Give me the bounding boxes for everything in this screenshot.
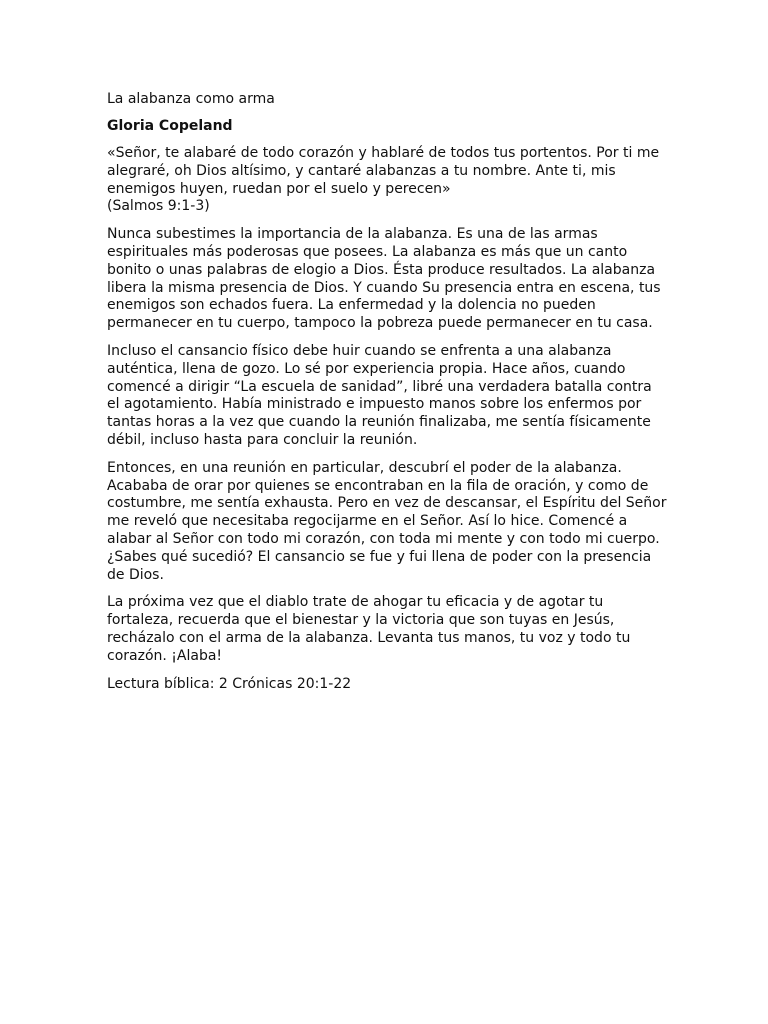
- document-title: La alabanza como arma: [107, 91, 275, 107]
- quote-paragraph: «Señor, te alabaré de todo corazón y hablaré de todos tus portentos. Por ti me alegraré, oh Dios altísimo, y cantaré alabanzas a tu nombre. Ante ti, mis enemigos huyen, ruedan por el suelo y perecen» (Salmos 9:1-3): [107, 145, 660, 215]
- body-paragraph: La próxima vez que el diablo trate de ahogar tu eficacia y de agotar tu fortaleza, recuerda que el bienestar y la victoria que son tuyas en Jesús, recházalo con el arma de la alabanza. Levanta tus manos, tu voz y todo tu corazón. ¡Alaba!: [107, 594, 631, 664]
- body-paragraph: Entonces, en una reunión en particular, descubrí el poder de la alabanza. Acababa de orar por quienes se encontraban en la fila de oración, y como de costumbre, me sentía exhausta. Pero en vez de descansar, el Espíritu del Señor me reveló que necesitaba regocijarme en el Señor. Así lo hice. Comencé a alabar al Señor con todo mi corazón, con toda mi mente y con todo mi cuerpo. ¿Sabes qué sucedió? El cansancio se fue y fui llena de poder con la presencia de Dios.: [107, 459, 667, 583]
- reading-reference: Lectura bíblica: 2 Crónicas 20:1-22: [107, 675, 352, 692]
- body-paragraph: Nunca subestimes la importancia de la alabanza. Es una de las armas espirituales más poderosas que posees. La alabanza es más que un canto bonito o unas palabras de elogio a Dios. Ésta produce resultados. La alabanza libera la misma presencia de Dios. Y cuando Su presencia entra en escena, tus enemigos son echados fuera. La enfermedad y la dolencia no pueden permanecer en tu cuerpo, tampoco la pobreza puede permanecer en tu casa.: [107, 226, 661, 332]
- body-paragraph: Incluso el cansancio físico debe huir cuando se enfrenta a una alabanza auténtica, llena de gozo. Lo sé por experiencia propia. Hace años, cuando comencé a dirigir “La escuela de sanidad”, libré una verdadera batalla contra el agotamiento. Había ministrado e impuesto manos sobre los enfermos por tantas horas a la vez que cuando la reunión finalizaba, me sentía físicamente débil, incluso hasta para concluir la reunión.: [107, 342, 652, 448]
- document-author: Gloria Copeland: [107, 118, 233, 134]
- document-page: [107, 90, 667, 703]
